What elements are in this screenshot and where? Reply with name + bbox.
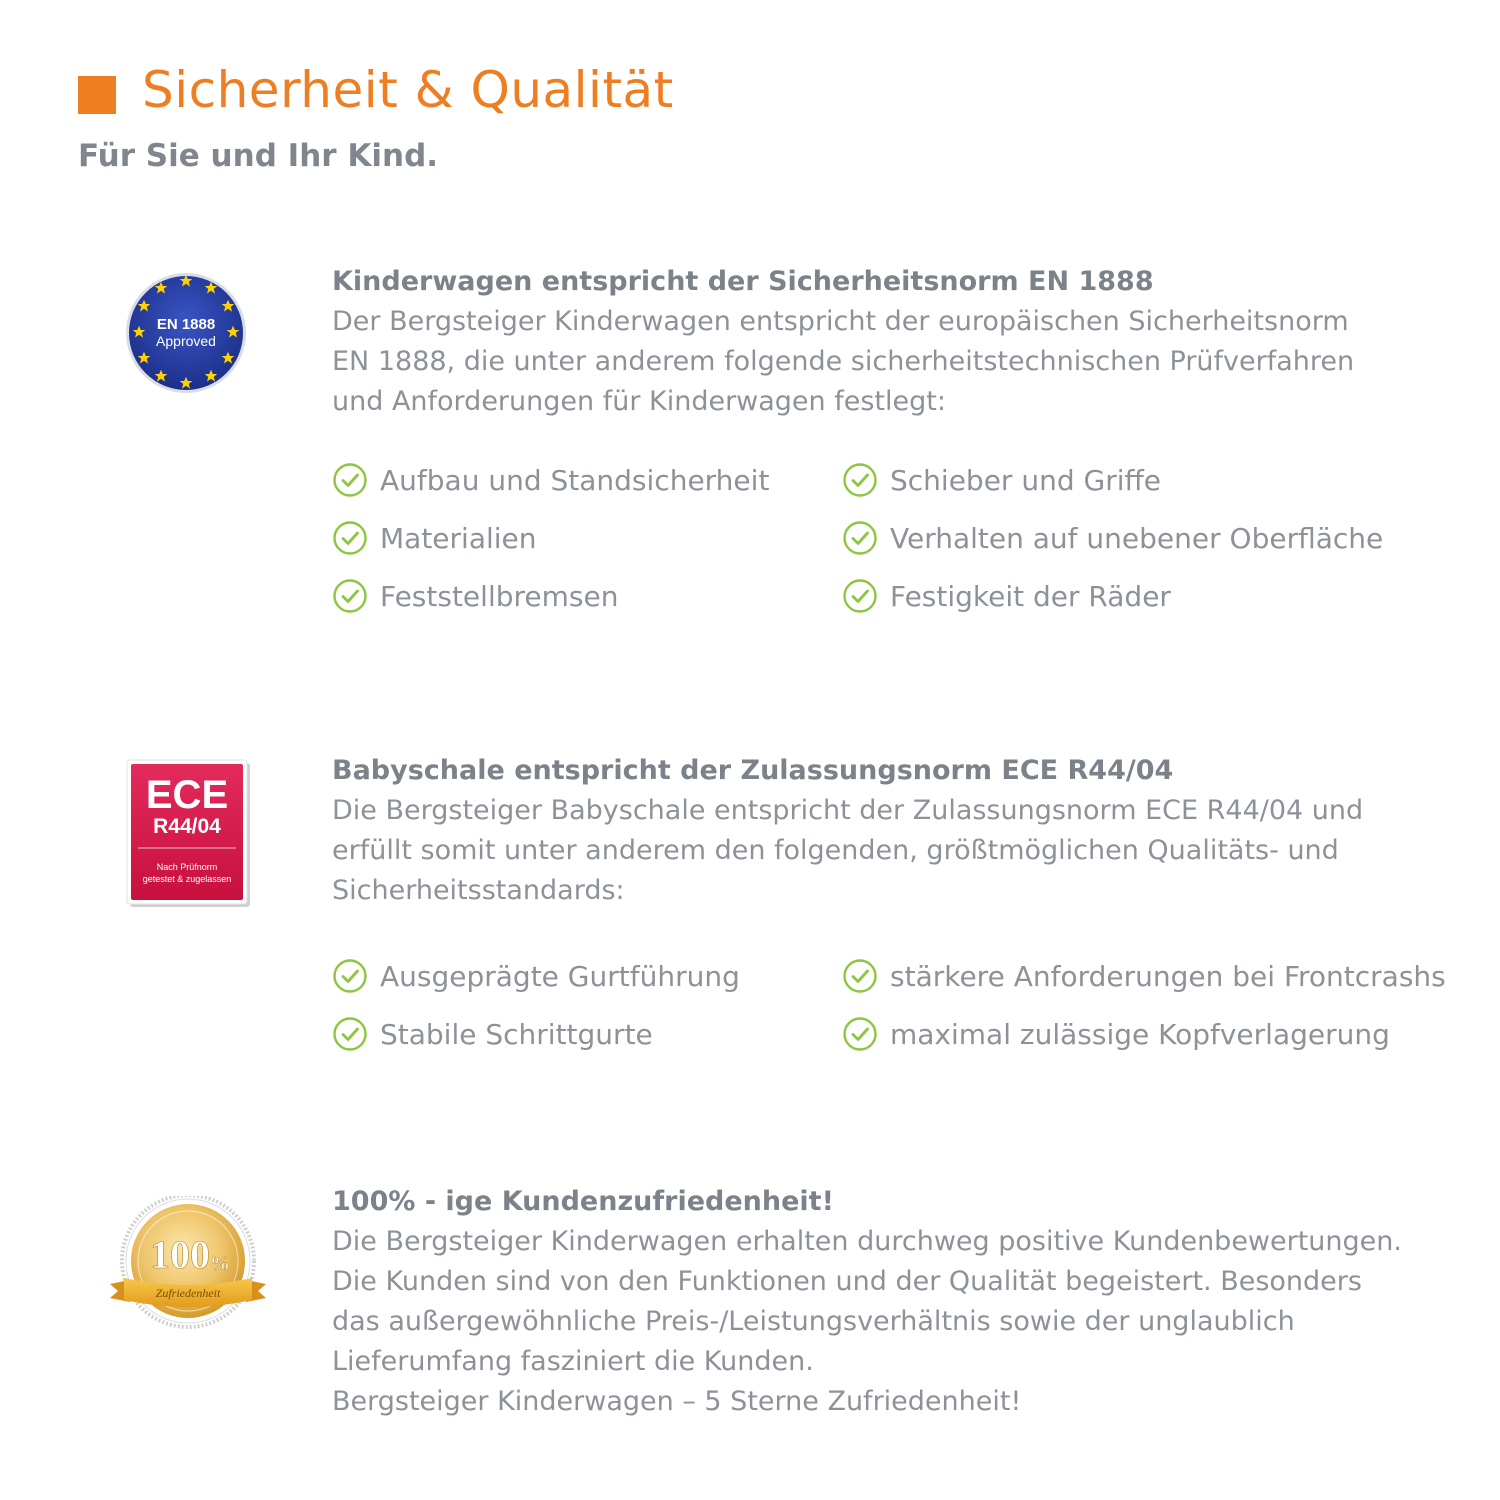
checklist-item xyxy=(332,519,842,557)
checklist-item xyxy=(842,577,1492,615)
body-line: Sicherheitsstandards: xyxy=(332,875,625,906)
checklist-item xyxy=(842,957,1492,995)
check-circle-icon xyxy=(842,520,878,556)
check-circle-icon xyxy=(332,578,368,614)
body-line: EN 1888, die unter anderem folgende sicherheitstechnischen Prüfverfahren xyxy=(332,346,1355,377)
checklist-item xyxy=(842,1015,1492,1053)
checklist-label: Materialien xyxy=(380,521,537,555)
seal-line3: Zufriedenheit xyxy=(155,1286,221,1300)
body-line: das außergewöhnliche Preis-/Leistungsverhältnis sowie der unglaublich xyxy=(332,1306,1295,1337)
ece-badge-line2: R44/04 xyxy=(153,815,221,838)
checklist-label: Ausgeprägte Gurtführung xyxy=(380,959,740,993)
checklist-item xyxy=(332,957,842,995)
section-body xyxy=(332,791,1482,911)
body-line: Lieferumfang fasziniert die Kunden. xyxy=(332,1346,814,1377)
section-heading: Kinderwagen entspricht der Sicherheitsnorm EN 1888 xyxy=(332,266,1154,297)
body-line: erfüllt somit unter anderem den folgenden, größtmöglichen Qualitäts- und xyxy=(332,835,1339,866)
section-body xyxy=(332,1222,1482,1422)
en1888-badge-line1: EN 1888 xyxy=(156,316,216,333)
check-circle-icon xyxy=(332,462,368,498)
section-body xyxy=(332,302,1482,422)
page-subtitle: Für Sie und Ihr Kind. xyxy=(78,138,439,174)
checklist-label: maximal zulässige Kopfverlagerung xyxy=(890,1017,1390,1051)
checklist-item xyxy=(332,461,842,499)
check-circle-icon xyxy=(842,958,878,994)
page-title: Sicherheit & Qualität xyxy=(142,61,674,119)
checklist-label: Verhalten auf unebener Oberfläche xyxy=(890,521,1384,555)
ece-badge-line4: getestet & zugelassen xyxy=(142,874,232,884)
en1888-checklist xyxy=(332,461,1492,615)
checklist-item xyxy=(332,1015,842,1053)
checklist-label: Festigkeit der Räder xyxy=(890,579,1171,613)
ece-badge-line1: ECE xyxy=(145,773,229,817)
en1888-badge-line2: Approved xyxy=(156,333,216,349)
checklist-label: Stabile Schrittgurte xyxy=(380,1017,653,1051)
check-circle-icon xyxy=(332,1016,368,1052)
check-circle-icon xyxy=(842,578,878,614)
checklist-label: Schieber und Griffe xyxy=(890,463,1162,497)
check-circle-icon xyxy=(842,1016,878,1052)
check-circle-icon xyxy=(332,958,368,994)
checklist-label: stärkere Anforderungen bei Frontcrashs xyxy=(890,959,1446,993)
ece-checklist xyxy=(332,957,1492,1053)
checklist-label: Aufbau und Standsicherheit xyxy=(380,463,770,497)
section-heading: 100% - ige Kundenzufriedenheit! xyxy=(332,1186,834,1217)
ece-badge-icon xyxy=(126,758,252,908)
ece-text xyxy=(332,751,1482,911)
header-accent-square xyxy=(78,76,116,114)
body-line: Die Kunden sind von den Funktionen und der Qualität begeistert. Besonders xyxy=(332,1266,1362,1297)
seal-line2: % xyxy=(210,1253,230,1275)
en1888-badge-icon xyxy=(125,272,247,394)
checklist-item xyxy=(332,577,842,615)
seal-line1: 100 xyxy=(150,1232,210,1277)
checklist-item xyxy=(842,461,1492,499)
check-circle-icon xyxy=(842,462,878,498)
body-line: Die Bergsteiger Kinderwagen erhalten durchweg positive Kundenbewertungen. xyxy=(332,1226,1402,1257)
checklist-label: Feststellbremsen xyxy=(380,579,619,613)
satisfaction-text xyxy=(332,1182,1482,1422)
body-line: Der Bergsteiger Kinderwagen entspricht der europäischen Sicherheitsnorm xyxy=(332,306,1349,337)
body-line: Bergsteiger Kinderwagen – 5 Sterne Zufriedenheit! xyxy=(332,1386,1022,1417)
body-line: und Anforderungen für Kinderwagen festlegt: xyxy=(332,386,946,417)
ece-badge-line3: Nach Prüfnorm xyxy=(156,862,218,872)
body-line: Die Bergsteiger Babyschale entspricht der Zulassungsnorm ECE R44/04 und xyxy=(332,795,1364,826)
check-circle-icon xyxy=(332,520,368,556)
checklist-item xyxy=(842,519,1492,557)
satisfaction-seal-icon xyxy=(108,1196,268,1330)
en1888-text xyxy=(332,262,1482,422)
section-heading: Babyschale entspricht der Zulassungsnorm ECE R44/04 xyxy=(332,755,1174,786)
